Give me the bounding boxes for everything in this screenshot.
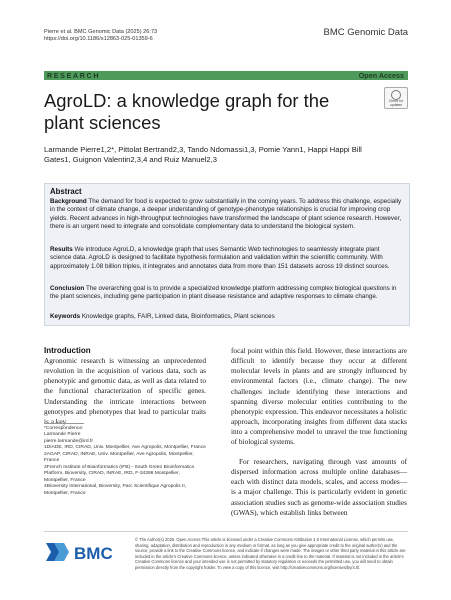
background-label: Background <box>50 198 87 205</box>
abstract-results <box>50 246 402 271</box>
bmc-logo-mark <box>44 539 134 565</box>
keywords-text: Knowledge graphs, FAIR, Linked data, Bioinformatics, Plant sciences <box>81 313 275 320</box>
background-text: The demand for food is expected to grow substantially in the coming years. To address this challenge, especially in the context of climate change, a deeper understanding of genotype-phenotype relationships is crucial for improving crop yields. Recent advances in high-throughput technologies have transformed the landscape of plant science research. However, there is an urgent need to integrate and consolidate complementary data to understand the biological system. <box>50 198 402 231</box>
corr-email[interactable]: pierre.larmande@ird.fr <box>44 438 93 444</box>
abstract-conclusion <box>50 285 402 302</box>
intro-right-paragraph-2: For researchers, navigating through vast amounts of dispersed information across multiple online databases—each with distinct data models, scales, and access modes—is a major challenge. This is particularly evident in genetic association studies such as genome-wide association studies (GWAS), which establish links between <box>231 457 407 517</box>
badge-label: Check for updates <box>388 99 404 107</box>
correspondence-block <box>44 423 206 498</box>
affiliation-3: 3French Institute of Bioinformatics (IFB) - South Green Bioinformatics Platform, Bioversity, CIRAD, INRAE, IRD, F-34398 Montpellier, Montpellier, France <box>44 464 195 483</box>
article-title: AgroLD: a knowledge graph for the plant sciences <box>44 90 330 133</box>
results-label: Results <box>50 246 73 253</box>
open-access-label: Open Access <box>358 71 404 80</box>
introduction-heading: Introduction <box>44 346 91 355</box>
intro-left-paragraph: Agronomic research is witnessing an unprecedented revolution in the acquisition of various data, such as phenotypic and genomic data, as well as data related to the functional characterization of specific genes. Understanding the intricate interactions between genotypes and phenotypes that lead to particular traits is a key <box>44 356 206 426</box>
bmc-logo <box>44 539 134 565</box>
corr-author: Larmande Pierre <box>44 432 81 438</box>
intro-right-paragraph-1: focal point within this field. However, these interactions are difficult to identify because they occur at different molecular levels in plants and are strongly influenced by environmental factors (i.e., climate change). The new challenges include identifying these interactions and spanning diverse molecular entities contributing to the phenotypic expression. This endeavor necessitates a holistic approach, incorporating insights from different data stacks into a comprehensive model to unravel the true functioning of biological systems. <box>231 346 407 447</box>
keywords-label: Keywords <box>50 313 81 320</box>
check-for-updates-badge[interactable] <box>384 87 408 109</box>
footnote-rule <box>44 423 84 424</box>
conclusion-label: Conclusion <box>50 285 85 292</box>
abstract-background <box>50 198 402 232</box>
journal-name: BMC Genomic Data <box>323 27 408 38</box>
keywords <box>50 313 402 321</box>
affiliation-4: 4Bioversity International, Bioversity, Parc Scientifique Agropolis II, Montpellier, France <box>44 484 187 496</box>
citation-line: Pierre et al. BMC Genomic Data (2025) 26:73 <box>44 29 158 35</box>
bmc-logo-text: BMC <box>74 544 113 563</box>
affiliation-1: 1DIADE, IRD, CIRAD, Univ. Montpellier, Ave Agropolis, Montpellier, France <box>44 445 206 451</box>
running-header <box>44 29 157 43</box>
results-text: We introduce AgroLD, a knowledge graph that uses Semantic Web technologies to seamlessly integrate plant science data. AgroLD is designed to facilitate hypothesis formulation and validation within the scientific community. With approximately 1.08 billion triples, it integrates and annotates data from more than 151 datasets across 19 distinct sources. <box>50 246 390 270</box>
affiliation-2: 2AGAP, CIRAD, INRAE, Univ. Montpellier, Ave Agropolis, Montpellier, France <box>44 451 194 464</box>
corr-label: *Correspondence: <box>44 425 84 431</box>
article-type-label: RESEARCH <box>47 71 101 80</box>
license-notice: © The Author(s) 2025. Open Access This article is licensed under a Creative Commons Attribution 4.0 International License, which permits use, sharing, adaptation, distribution and reproduction in any medium or format, as long as you give appropriate credit to the original author(s) and the source, provide a link to the Creative Commons licence, and indicate if changes were made. The images or other third party material in this article are included in the article's Creative Commons licence, unless indicated otherwise in a credit line to the material. If material is not included in the article's Creative Commons licence and your intended use is not permitted by statutory regulation or exceeds the permitted use, you will need to obtain permission directly from the copyright holder. To view a copy of this licence, visit http://creativecommons.org/licenses/by/4.0/. <box>135 537 406 570</box>
footer-divider <box>44 531 408 532</box>
doi-link[interactable]: https://doi.org/10.1186/s12863-025-01359-6 <box>44 36 153 42</box>
conclusion-text: The overarching goal is to provide a specialized knowledge platform addressing complex biological questions in the plant sciences, including gene participation in plant disease resistance and adaptive responses to climate change. <box>50 285 397 301</box>
abstract-heading: Abstract <box>50 187 82 196</box>
author-list: Larmande Pierre1,2*, Pittolat Bertrand2,3, Tando Ndomassi1,3, Pomie Yann1, Happi Happi Bill Gates1, Guignon Valentin2,3,4 and Ruiz Manuel2,3 <box>44 145 362 165</box>
